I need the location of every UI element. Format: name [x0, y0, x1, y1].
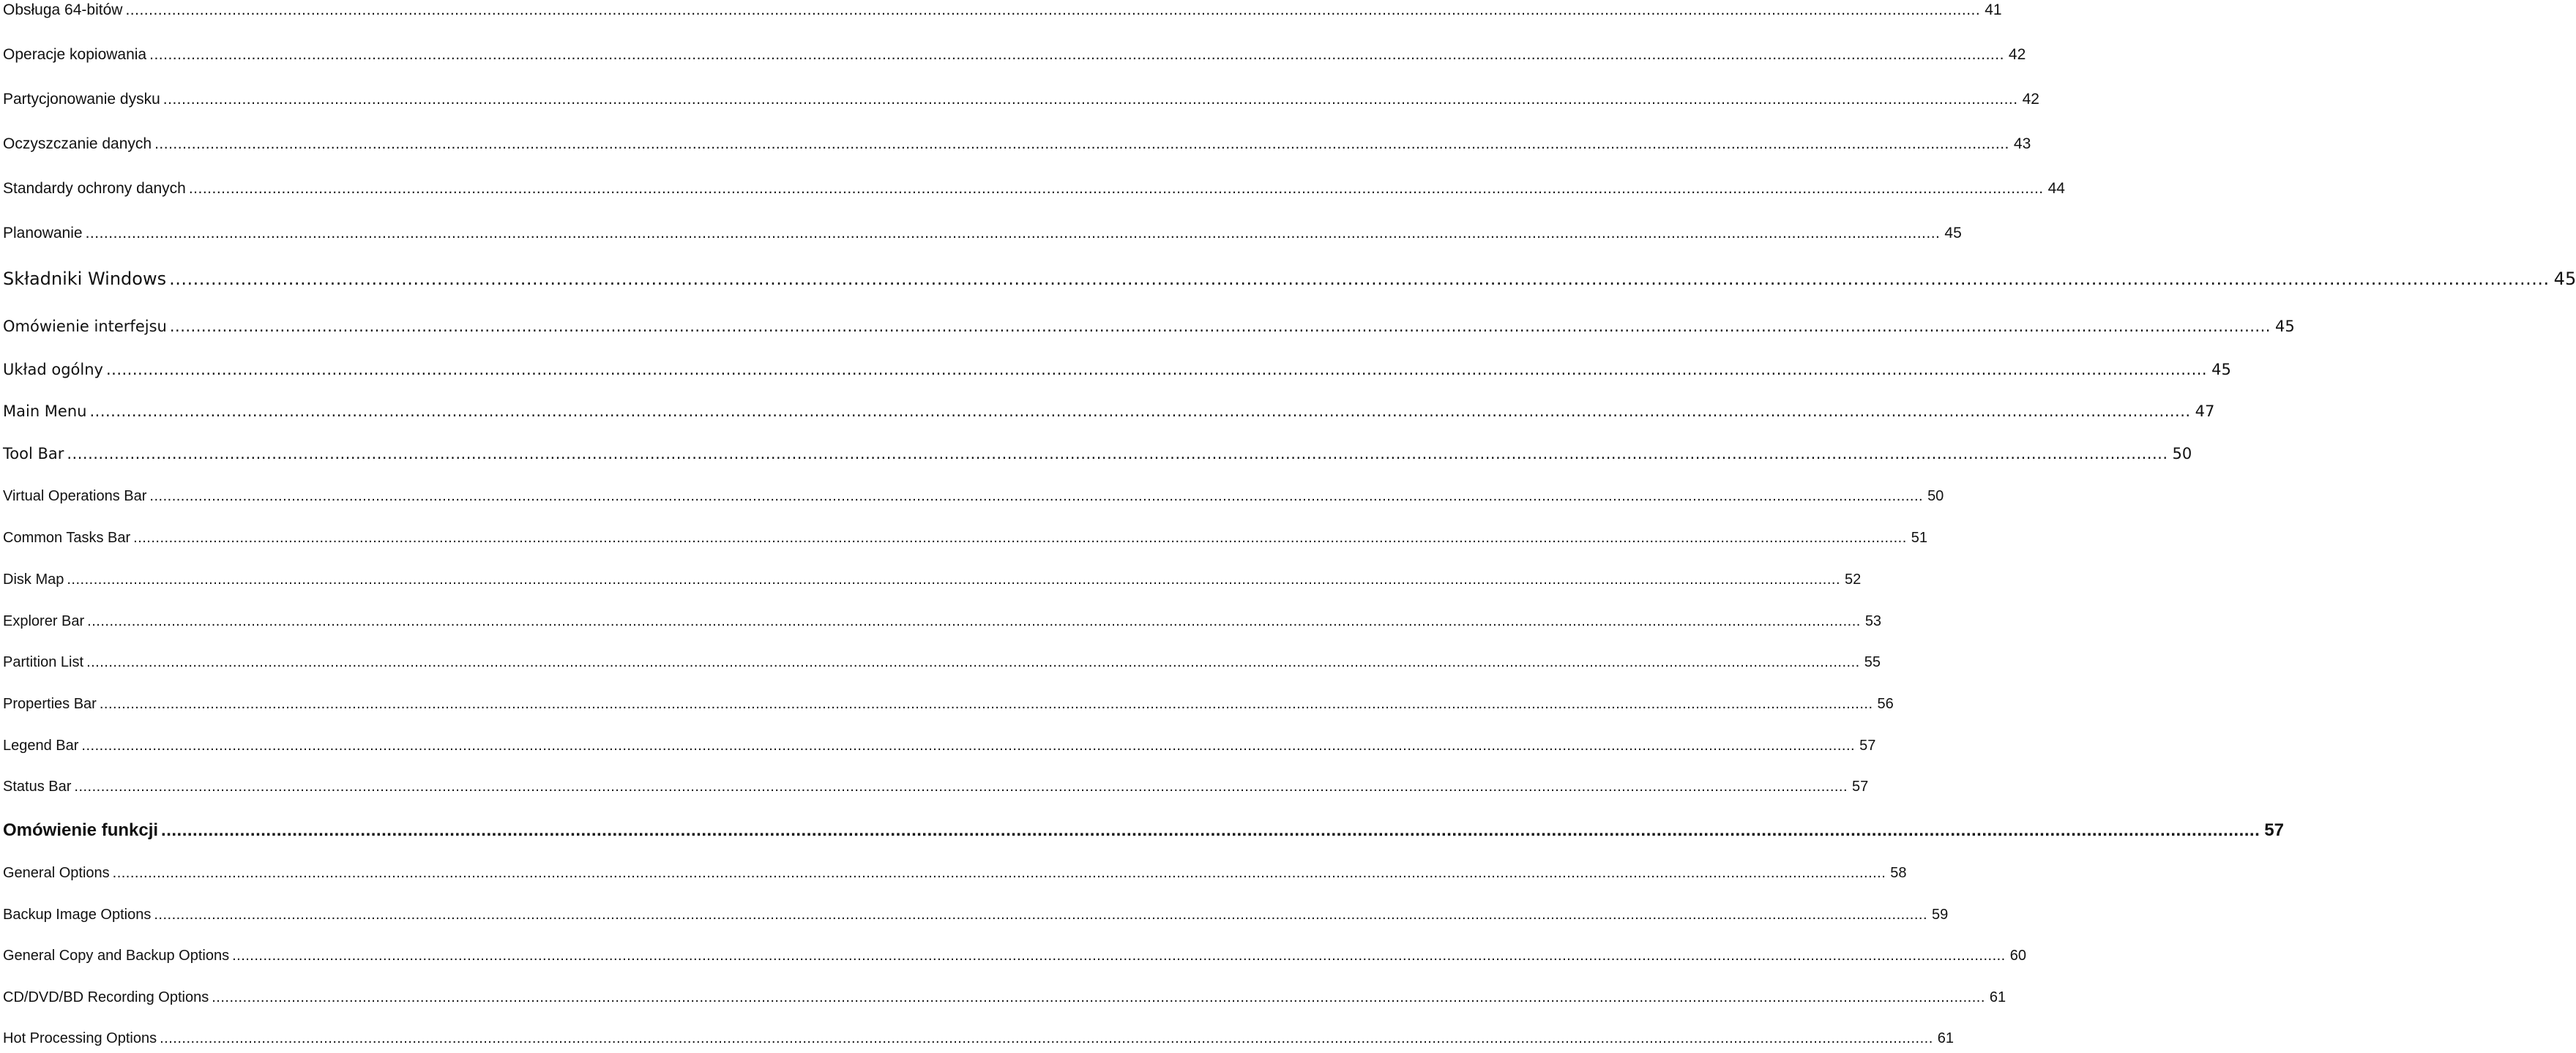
toc-entry-page-number: 42 [2008, 46, 2026, 63]
toc-entry[interactable] [3, 941, 2026, 970]
toc-entry-page-number: 45 [2553, 269, 2576, 289]
toc-entry-page-number: 44 [2047, 180, 2065, 197]
toc-dot-leader: ................................................................................................................................................................................................................................................................................................................................................................................................................ [169, 318, 2271, 335]
toc-dot-leader: ................................................................................................................................................................................................................................................................................................................................................................................................................ [133, 529, 1907, 546]
toc-entry-page-number: 57 [2264, 820, 2284, 840]
toc-entry-page-number: 61 [1937, 1030, 1955, 1046]
toc-entry-title: Common Tasks Bar [3, 529, 131, 546]
toc-entry[interactable] [3, 219, 1962, 248]
toc-entry-title: Properties Bar [3, 695, 97, 712]
toc-entry-title: Omówienie funkcji [3, 820, 159, 840]
toc-dot-leader: ................................................................................................................................................................................................................................................................................................................................................................................................................ [212, 989, 1985, 1005]
toc-entry-page-number: 57 [1859, 737, 1876, 754]
toc-entry[interactable] [3, 439, 2192, 468]
toc-dot-leader: ................................................................................................................................................................................................................................................................................................................................................................................................................ [188, 180, 2044, 197]
toc-entry-title: Planowanie [3, 225, 83, 241]
toc-entry[interactable] [3, 130, 2031, 159]
toc-entry[interactable] [3, 648, 1881, 677]
toc-entry-page-number: 60 [2009, 947, 2026, 964]
toc-entry-page-number: 47 [2195, 402, 2215, 420]
toc-entry[interactable] [3, 264, 2576, 293]
toc-dot-leader: ................................................................................................................................................................................................................................................................................................................................................................................................................ [149, 487, 1924, 504]
toc-entry-page-number: 59 [1932, 906, 1949, 923]
toc-dot-leader: ................................................................................................................................................................................................................................................................................................................................................................................................................ [125, 1, 1981, 18]
toc-entry-page-number: 51 [1911, 529, 1928, 546]
toc-entry-title: Virtual Operations Bar [3, 487, 147, 504]
toc-entry-page-number: 43 [2013, 135, 2031, 152]
toc-entry-title: Oczyszczanie danych [3, 135, 152, 152]
toc-entry-page-number: 58 [1890, 864, 1907, 881]
toc-entry-title: CD/DVD/BD Recording Options [3, 989, 209, 1005]
toc-dot-leader: ................................................................................................................................................................................................................................................................................................................................................................................................................ [112, 864, 1886, 881]
toc-dot-leader: ................................................................................................................................................................................................................................................................................................................................................................................................................ [86, 653, 1860, 670]
toc-entry-title: Obsługa 64-bitów [3, 1, 123, 18]
toc-dot-leader: ................................................................................................................................................................................................................................................................................................................................................................................................................ [99, 695, 1873, 712]
toc-entry[interactable] [3, 816, 2284, 845]
toc-dot-leader: ................................................................................................................................................................................................................................................................................................................................................................................................................ [67, 571, 1841, 588]
toc-entry-page-number: 42 [2022, 91, 2039, 108]
toc-entry[interactable] [3, 481, 1944, 511]
toc-entry-title: Omówienie interfejsu [3, 318, 167, 335]
toc-entry[interactable] [3, 900, 1949, 929]
toc-entry-page-number: 50 [2172, 445, 2192, 462]
toc-entry-title: Układ ogólny [3, 361, 103, 378]
toc-entry-page-number: 50 [1927, 487, 1944, 504]
toc-dot-leader: ................................................................................................................................................................................................................................................................................................................................................................................................................ [149, 46, 2004, 63]
toc-dot-leader: ................................................................................................................................................................................................................................................................................................................................................................................................................ [105, 361, 2208, 378]
toc-entry-title: General Copy and Backup Options [3, 947, 230, 964]
toc-entry[interactable] [3, 858, 1907, 888]
toc-entry[interactable] [3, 983, 2006, 1012]
toc-dot-leader: ................................................................................................................................................................................................................................................................................................................................................................................................................ [169, 269, 2550, 289]
toc-entry-page-number: 52 [1845, 571, 1862, 588]
toc-entry-title: Partycjonowanie dysku [3, 91, 160, 108]
toc-entry-page-number: 56 [1877, 695, 1894, 712]
toc-entry[interactable] [3, 607, 1882, 636]
toc-entry-title: Tool Bar [3, 445, 64, 462]
toc-dot-leader: ................................................................................................................................................................................................................................................................................................................................................................................................................ [89, 402, 2191, 420]
toc-entry-page-number: 45 [1944, 225, 1962, 241]
toc-entry-title: Explorer Bar [3, 612, 85, 629]
toc-entry-title: Składniki Windows [3, 269, 167, 289]
toc-entry[interactable] [3, 565, 1862, 594]
toc-dot-leader: ................................................................................................................................................................................................................................................................................................................................................................................................................ [232, 947, 2006, 964]
toc-entry[interactable] [3, 40, 2026, 70]
toc-entry[interactable] [3, 85, 2039, 114]
toc-entry-title: Disk Map [3, 571, 64, 588]
toc-entry[interactable] [3, 731, 1876, 760]
toc-entry-title: Main Menu [3, 402, 87, 420]
toc-entry[interactable] [3, 174, 2065, 203]
toc-entry-title: Operacje kopiowania [3, 46, 147, 63]
toc-dot-leader: ................................................................................................................................................................................................................................................................................................................................................................................................................ [163, 91, 2018, 108]
toc-dot-leader: ................................................................................................................................................................................................................................................................................................................................................................................................................ [74, 778, 1848, 795]
toc-entry[interactable] [3, 397, 2215, 426]
toc-dot-leader: ................................................................................................................................................................................................................................................................................................................................................................................................................ [160, 1030, 1933, 1046]
toc-entry-page-number: 45 [2211, 361, 2231, 378]
toc-entry-page-number: 41 [1985, 1, 2002, 18]
toc-dot-leader: ................................................................................................................................................................................................................................................................................................................................................................................................................ [81, 737, 1856, 754]
toc-entry-title: Standardy ochrony danych [3, 180, 186, 197]
toc-dot-leader: ................................................................................................................................................................................................................................................................................................................................................................................................................ [85, 225, 1941, 241]
toc-entry-title: Backup Image Options [3, 906, 152, 923]
toc-entry[interactable] [3, 772, 1869, 801]
toc-entry-title: Hot Processing Options [3, 1030, 157, 1046]
toc-dot-leader: ................................................................................................................................................................................................................................................................................................................................................................................................................ [67, 445, 2168, 462]
toc-dot-leader: ................................................................................................................................................................................................................................................................................................................................................................................................................ [161, 820, 2260, 840]
toc-dot-leader: ................................................................................................................................................................................................................................................................................................................................................................................................................ [154, 135, 2009, 152]
toc-entry-page-number: 57 [1852, 778, 1869, 795]
toc-entry[interactable] [3, 0, 2002, 25]
toc-entry-page-number: 61 [1989, 989, 2006, 1005]
toc-entry-title: Partition List [3, 653, 84, 670]
toc-entry-title: Legend Bar [3, 737, 79, 754]
toc-entry-title: General Options [3, 864, 110, 881]
toc-dot-leader: ................................................................................................................................................................................................................................................................................................................................................................................................................ [154, 906, 1927, 923]
toc-entry[interactable] [3, 689, 1894, 719]
toc-dot-leader: ................................................................................................................................................................................................................................................................................................................................................................................................................ [87, 612, 1861, 629]
toc-entry-page-number: 55 [1864, 653, 1881, 670]
toc-entry[interactable] [3, 355, 2231, 384]
toc-entry[interactable] [3, 312, 2295, 341]
toc-entry-title: Status Bar [3, 778, 72, 795]
toc-entry[interactable] [3, 523, 1928, 552]
toc-entry[interactable] [3, 1024, 1955, 1053]
toc-entry-page-number: 45 [2274, 318, 2295, 335]
toc-entry-page-number: 53 [1864, 612, 1882, 629]
